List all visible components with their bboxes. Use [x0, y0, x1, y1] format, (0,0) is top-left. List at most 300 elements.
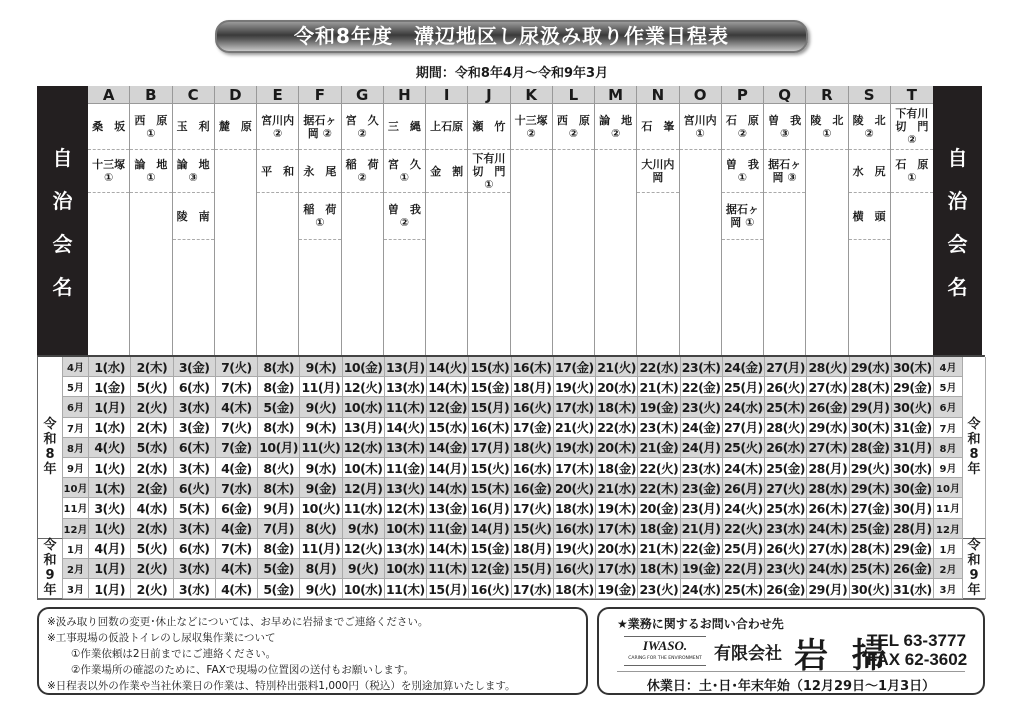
schedule-table — [37, 355, 985, 600]
date-cell: 20(金) — [638, 498, 680, 518]
area-name: 宮川内 ② — [257, 104, 298, 150]
month-label: 9月 — [934, 458, 963, 478]
date-cell: 10(水) — [343, 397, 385, 417]
date-cell: 30(木) — [850, 418, 892, 438]
date-cell: 26(水) — [765, 438, 807, 458]
date-cell: 10(木) — [343, 458, 385, 478]
empty-slot — [553, 150, 594, 193]
date-cell: 18(火) — [512, 438, 554, 458]
date-cell: 2(火) — [131, 579, 173, 599]
page-title: 令和8年度 溝辺地区し尿汲み取り作業日程表 — [215, 20, 808, 53]
date-cell: 22(金) — [681, 377, 723, 397]
area-name: 宮 久 ① — [384, 150, 425, 193]
area-name: 上石原 — [426, 104, 467, 150]
area-name: 論 地 ① — [130, 150, 171, 193]
area-header — [37, 86, 985, 355]
area-column — [595, 86, 637, 355]
side-label-char: 自 — [947, 145, 968, 170]
date-cell: 29(火) — [850, 458, 892, 478]
date-cell: 14(水) — [427, 478, 469, 498]
date-cell: 20(木) — [596, 438, 638, 458]
area-column — [806, 86, 848, 355]
date-cell: 1(月) — [89, 559, 131, 579]
date-cell: 14(火) — [427, 357, 469, 377]
notes-box — [37, 607, 588, 695]
area-name: 麓 原 — [215, 104, 256, 150]
date-cell: 27(火) — [765, 478, 807, 498]
area-name: 十三塚 ② — [511, 104, 552, 150]
date-cell: 3(金) — [174, 357, 216, 377]
contact-heading: ★業務に関するお問い合わせ先 — [617, 617, 784, 631]
area-column — [215, 86, 257, 355]
date-cell: 28(火) — [765, 418, 807, 438]
date-cell: 17(木) — [596, 519, 638, 539]
area-name: 曽 我 ② — [384, 193, 425, 240]
area-name: 据石ヶ 岡 ③ — [764, 150, 805, 193]
date-cell: 2(木) — [131, 357, 173, 377]
column-letter: O — [680, 86, 721, 104]
empty-slot — [806, 193, 847, 240]
side-label-left — [37, 86, 88, 355]
date-cell: 26(金) — [892, 559, 934, 579]
area-column — [553, 86, 595, 355]
area-column — [342, 86, 384, 355]
area-name: 曽 我 ③ — [764, 104, 805, 150]
area-name: 陵 北 ① — [806, 104, 847, 150]
month-label: 7月 — [63, 418, 89, 438]
date-cell: 11(金) — [385, 458, 427, 478]
date-cell: 8(金) — [258, 539, 300, 559]
date-cell: 19(木) — [596, 498, 638, 518]
side-label-char: 治 — [947, 188, 968, 213]
date-cell: 30(月) — [892, 498, 934, 518]
holidays: 休業日：土･日･年末年始（12月29日～1月3日） — [646, 679, 936, 694]
date-cell: 23(火) — [765, 559, 807, 579]
date-cell: 7(金) — [216, 438, 258, 458]
date-cell: 2(木) — [131, 418, 173, 438]
month-label: 2月 — [63, 559, 89, 579]
empty-slot — [553, 193, 594, 240]
date-cell: 13(水) — [385, 377, 427, 397]
date-cell: 25(月) — [723, 539, 765, 559]
date-cell: 16(水) — [554, 519, 596, 539]
date-cell: 7(木) — [216, 377, 258, 397]
date-cell: 31(金) — [892, 418, 934, 438]
logo-tagline: CARING FOR THE ENVIRONMENT — [628, 656, 702, 661]
date-cell: 30(水) — [892, 458, 934, 478]
date-cell: 3(金) — [174, 418, 216, 438]
date-cell: 24(金) — [723, 357, 765, 377]
area-column — [257, 86, 299, 355]
date-cell: 17(月) — [469, 438, 511, 458]
company-name: 岩 掃 — [794, 636, 892, 676]
date-cell: 15(月) — [427, 579, 469, 599]
area-name: 陵 北 ② — [849, 104, 890, 150]
date-cell: 25(金) — [850, 519, 892, 539]
date-cell: 5(水) — [131, 438, 173, 458]
date-cell: 11(木) — [427, 559, 469, 579]
date-cell: 17(金) — [554, 357, 596, 377]
date-cell: 8(金) — [258, 377, 300, 397]
date-cell: 28(月) — [807, 458, 849, 478]
date-cell: 4(金) — [216, 519, 258, 539]
empty-slot — [215, 150, 256, 193]
date-cell: 25(水) — [765, 498, 807, 518]
date-cell: 20(水) — [596, 377, 638, 397]
divider — [617, 671, 965, 672]
empty-slot — [342, 193, 383, 240]
date-cell: 22(月) — [723, 559, 765, 579]
date-cell: 23(木) — [638, 418, 680, 438]
date-cell: 12(火) — [343, 539, 385, 559]
date-cell: 18(木) — [638, 559, 680, 579]
date-cell: 18(木) — [554, 579, 596, 599]
date-cell: 14(木) — [427, 539, 469, 559]
area-name: 西 原 ② — [553, 104, 594, 150]
date-cell: 23(火) — [638, 579, 680, 599]
empty-slot — [806, 150, 847, 193]
date-cell: 14(月) — [469, 519, 511, 539]
date-cell: 7(火) — [216, 357, 258, 377]
contact-box — [597, 607, 985, 695]
date-cell: 21(木) — [638, 377, 680, 397]
date-cell: 28(火) — [807, 357, 849, 377]
date-cell: 7(水) — [216, 478, 258, 498]
date-cell: 23(月) — [681, 498, 723, 518]
period-label: 期間：令和8年4月～令和9年3月 — [415, 66, 609, 81]
date-cell: 30(火) — [850, 579, 892, 599]
area-name: 横 頭 — [849, 193, 890, 240]
area-name: 石 峯 — [637, 104, 678, 150]
date-cell: 6(水) — [174, 377, 216, 397]
area-name: 石 原 ① — [891, 150, 933, 193]
date-cell: 24(木) — [807, 519, 849, 539]
area-column — [511, 86, 553, 355]
date-cell: 9(木) — [300, 418, 342, 438]
date-cell: 4(木) — [216, 559, 258, 579]
empty-slot — [468, 193, 509, 240]
date-cell: 24(水) — [807, 559, 849, 579]
date-cell: 14(月) — [427, 458, 469, 478]
date-cell: 18(月) — [512, 539, 554, 559]
date-cell: 28(木) — [850, 539, 892, 559]
date-cell: 4(火) — [89, 438, 131, 458]
date-cell: 21(水) — [596, 478, 638, 498]
date-cell: 4(金) — [216, 458, 258, 478]
empty-slot — [595, 150, 636, 193]
date-cell: 11(月) — [300, 539, 342, 559]
area-name: 永 尾 — [299, 150, 340, 193]
date-cell: 1(木) — [89, 478, 131, 498]
date-cell: 12(木) — [385, 498, 427, 518]
area-name: 宮川内 ① — [680, 104, 721, 150]
month-label: 8月 — [63, 438, 89, 458]
date-cell: 10(金) — [343, 357, 385, 377]
date-cell: 3(火) — [89, 498, 131, 518]
date-cell: 18(木) — [596, 397, 638, 417]
note: ※工事現場の仮設トイレのし尿収集作業について — [47, 632, 276, 644]
date-cell: 6(木) — [174, 438, 216, 458]
date-cell: 16(金) — [512, 478, 554, 498]
date-cell: 8(木) — [258, 478, 300, 498]
date-cell: 1(水) — [89, 418, 131, 438]
date-cell: 9(水) — [343, 519, 385, 539]
date-cell: 23(木) — [681, 357, 723, 377]
date-cell: 9(水) — [300, 458, 342, 478]
date-cell: 4(木) — [216, 397, 258, 417]
date-cell: 20(火) — [554, 478, 596, 498]
side-label-char: 自 — [52, 145, 73, 170]
date-cell: 14(木) — [427, 377, 469, 397]
date-cell: 6(火) — [174, 478, 216, 498]
date-cell: 9(金) — [300, 478, 342, 498]
month-label: 12月 — [934, 519, 963, 539]
empty-slot — [595, 193, 636, 240]
area-name: 石 原 ② — [722, 104, 763, 150]
month-label: 9月 — [63, 458, 89, 478]
date-cell: 5(木) — [174, 498, 216, 518]
date-cell: 1(火) — [89, 519, 131, 539]
date-cell: 24(木) — [723, 458, 765, 478]
date-cell: 1(金) — [89, 377, 131, 397]
area-name: 稲 荷 ② — [342, 150, 383, 193]
area-name: 据石ヶ 岡 ① — [722, 193, 763, 240]
date-cell: 9(火) — [300, 397, 342, 417]
side-label-char: 治 — [52, 188, 73, 213]
date-cell: 26(金) — [807, 397, 849, 417]
date-cell: 26(木) — [807, 498, 849, 518]
area-name: 平 和 — [257, 150, 298, 193]
date-cell: 18(水) — [554, 498, 596, 518]
date-cell: 18(金) — [638, 519, 680, 539]
area-name: 論 地 ③ — [173, 150, 214, 193]
empty-slot — [215, 193, 256, 240]
date-cell: 30(火) — [892, 397, 934, 417]
date-cell: 11(金) — [427, 519, 469, 539]
fax-number: FAX 62-3602 — [867, 650, 968, 669]
date-cell: 11(木) — [385, 397, 427, 417]
date-cell: 29(水) — [850, 357, 892, 377]
date-cell: 10(水) — [385, 559, 427, 579]
column-letter: K — [511, 86, 552, 104]
date-cell: 28(月) — [892, 519, 934, 539]
column-letter: N — [637, 86, 678, 104]
area-name: 下有川 切 門 ① — [468, 150, 509, 193]
column-letter: E — [257, 86, 298, 104]
area-column — [426, 86, 468, 355]
date-cell: 26(月) — [723, 478, 765, 498]
era-label-left: 令 和 8 年 — [38, 357, 63, 539]
date-cell: 12(水) — [343, 438, 385, 458]
date-cell: 8(水) — [258, 418, 300, 438]
date-cell: 13(月) — [343, 418, 385, 438]
month-label: 3月 — [934, 579, 963, 599]
date-cell: 19(金) — [638, 397, 680, 417]
date-cell: 3(水) — [174, 579, 216, 599]
empty-slot — [130, 193, 171, 240]
area-name: 陵 南 — [173, 193, 214, 240]
column-letter: Q — [764, 86, 805, 104]
date-cell: 2(火) — [131, 559, 173, 579]
date-cell: 8(火) — [300, 519, 342, 539]
date-cell: 13(水) — [385, 539, 427, 559]
column-letter: D — [215, 86, 256, 104]
date-cell: 15(水) — [469, 357, 511, 377]
date-cell: 13(金) — [427, 498, 469, 518]
date-cell: 11(火) — [300, 438, 342, 458]
phone-number: TEL 63-3777 — [867, 631, 966, 650]
era-label-left: 令 和 9 年 — [38, 539, 63, 600]
date-cell: 19(金) — [681, 559, 723, 579]
date-cell: 3(水) — [174, 397, 216, 417]
date-cell: 22(水) — [596, 418, 638, 438]
era-label-right: 令 和 9 年 — [963, 539, 986, 600]
date-cell: 25(木) — [765, 397, 807, 417]
date-cell: 29(月) — [807, 579, 849, 599]
date-cell: 29(月) — [850, 397, 892, 417]
date-cell: 26(火) — [765, 539, 807, 559]
side-label-char: 会 — [947, 231, 968, 256]
area-column — [849, 86, 891, 355]
note: ※汲み取り回数の変更･休止などについては、お早めに岩掃までご連絡ください。 — [47, 616, 429, 628]
date-cell: 5(金) — [258, 579, 300, 599]
date-cell: 26(火) — [765, 377, 807, 397]
month-label: 7月 — [934, 418, 963, 438]
date-cell: 13(木) — [385, 438, 427, 458]
area-name: 水 尻 — [849, 150, 890, 193]
date-cell: 2(火) — [131, 397, 173, 417]
date-cell: 6(水) — [174, 539, 216, 559]
date-cell: 31(月) — [892, 438, 934, 458]
date-cell: 14(金) — [427, 438, 469, 458]
date-cell: 22(水) — [638, 357, 680, 377]
date-cell: 16(水) — [512, 458, 554, 478]
area-name: 下有川 切 門 ② — [891, 104, 933, 150]
month-label: 5月 — [63, 377, 89, 397]
area-column — [891, 86, 933, 355]
date-cell: 2(水) — [131, 519, 173, 539]
side-label-right — [933, 86, 982, 355]
date-cell: 29(金) — [892, 539, 934, 559]
date-cell: 15(木) — [469, 478, 511, 498]
area-name: 金 割 — [426, 150, 467, 193]
company-type: 有限会社 — [714, 644, 782, 664]
area-column — [680, 86, 722, 355]
empty-slot — [680, 193, 721, 240]
date-cell: 16(月) — [469, 498, 511, 518]
date-cell: 24(水) — [723, 397, 765, 417]
month-label: 11月 — [63, 498, 89, 518]
date-cell: 15(金) — [469, 539, 511, 559]
note: ①作業依頼は2日前までにご連絡ください。 — [71, 648, 277, 660]
date-cell: 5(火) — [131, 539, 173, 559]
month-label: 4月 — [63, 357, 89, 377]
column-letter: C — [173, 86, 214, 104]
month-label: 5月 — [934, 377, 963, 397]
date-cell: 31(水) — [892, 579, 934, 599]
date-cell: 13(月) — [385, 357, 427, 377]
date-cell: 22(金) — [681, 539, 723, 559]
date-cell: 12(月) — [343, 478, 385, 498]
empty-slot — [426, 193, 467, 240]
date-cell: 27(水) — [807, 377, 849, 397]
date-cell: 19(火) — [554, 539, 596, 559]
date-cell: 10(水) — [343, 579, 385, 599]
date-cell: 4(月) — [89, 539, 131, 559]
column-letter: H — [384, 86, 425, 104]
date-cell: 8(水) — [258, 357, 300, 377]
date-cell: 22(火) — [723, 519, 765, 539]
date-cell: 25(火) — [723, 438, 765, 458]
date-cell: 10(木) — [385, 519, 427, 539]
area-column — [299, 86, 341, 355]
date-cell: 24(金) — [681, 418, 723, 438]
column-letter: R — [806, 86, 847, 104]
area-name: 曽 我 ① — [722, 150, 763, 193]
date-cell: 3(水) — [174, 559, 216, 579]
month-label: 6月 — [63, 397, 89, 417]
column-letter: B — [130, 86, 171, 104]
date-cell: 5(火) — [131, 377, 173, 397]
date-cell: 3(木) — [174, 458, 216, 478]
area-column — [384, 86, 426, 355]
date-cell: 18(金) — [596, 458, 638, 478]
date-cell: 18(月) — [512, 377, 554, 397]
empty-slot — [257, 193, 298, 240]
logo-text: IWASO. — [642, 638, 688, 653]
empty-slot — [680, 150, 721, 193]
empty-slot — [637, 193, 678, 240]
date-cell: 8(火) — [258, 458, 300, 478]
month-label: 10月 — [934, 478, 963, 498]
date-cell: 29(木) — [850, 478, 892, 498]
date-cell: 10(火) — [300, 498, 342, 518]
side-label-char: 名 — [52, 274, 73, 299]
column-letter: S — [849, 86, 890, 104]
date-cell: 21(火) — [554, 418, 596, 438]
area-column — [468, 86, 510, 355]
date-cell: 12(火) — [343, 377, 385, 397]
month-label: 12月 — [63, 519, 89, 539]
date-cell: 15(水) — [427, 418, 469, 438]
date-cell: 17(金) — [512, 418, 554, 438]
month-label: 2月 — [934, 559, 963, 579]
side-label-char: 会 — [52, 231, 73, 256]
area-name: 十三塚 ① — [88, 150, 129, 193]
date-cell: 27(月) — [723, 418, 765, 438]
date-cell: 2(金) — [131, 478, 173, 498]
date-cell: 1(月) — [89, 397, 131, 417]
date-cell: 15(月) — [469, 397, 511, 417]
date-cell: 16(火) — [469, 579, 511, 599]
empty-slot — [764, 193, 805, 240]
date-cell: 11(木) — [385, 579, 427, 599]
date-cell: 25(木) — [850, 559, 892, 579]
date-cell: 26(金) — [765, 579, 807, 599]
date-cell: 29(水) — [807, 418, 849, 438]
date-cell: 6(金) — [216, 498, 258, 518]
date-cell: 3(木) — [174, 519, 216, 539]
date-cell: 17(水) — [512, 579, 554, 599]
area-column — [88, 86, 130, 355]
date-cell: 29(金) — [892, 377, 934, 397]
date-cell: 15(金) — [469, 377, 511, 397]
era-label-right: 令 和 8 年 — [963, 357, 986, 539]
area-name: 三 縄 — [384, 104, 425, 150]
column-letter: G — [342, 86, 383, 104]
date-cell: 13(火) — [385, 478, 427, 498]
date-cell: 5(金) — [258, 559, 300, 579]
